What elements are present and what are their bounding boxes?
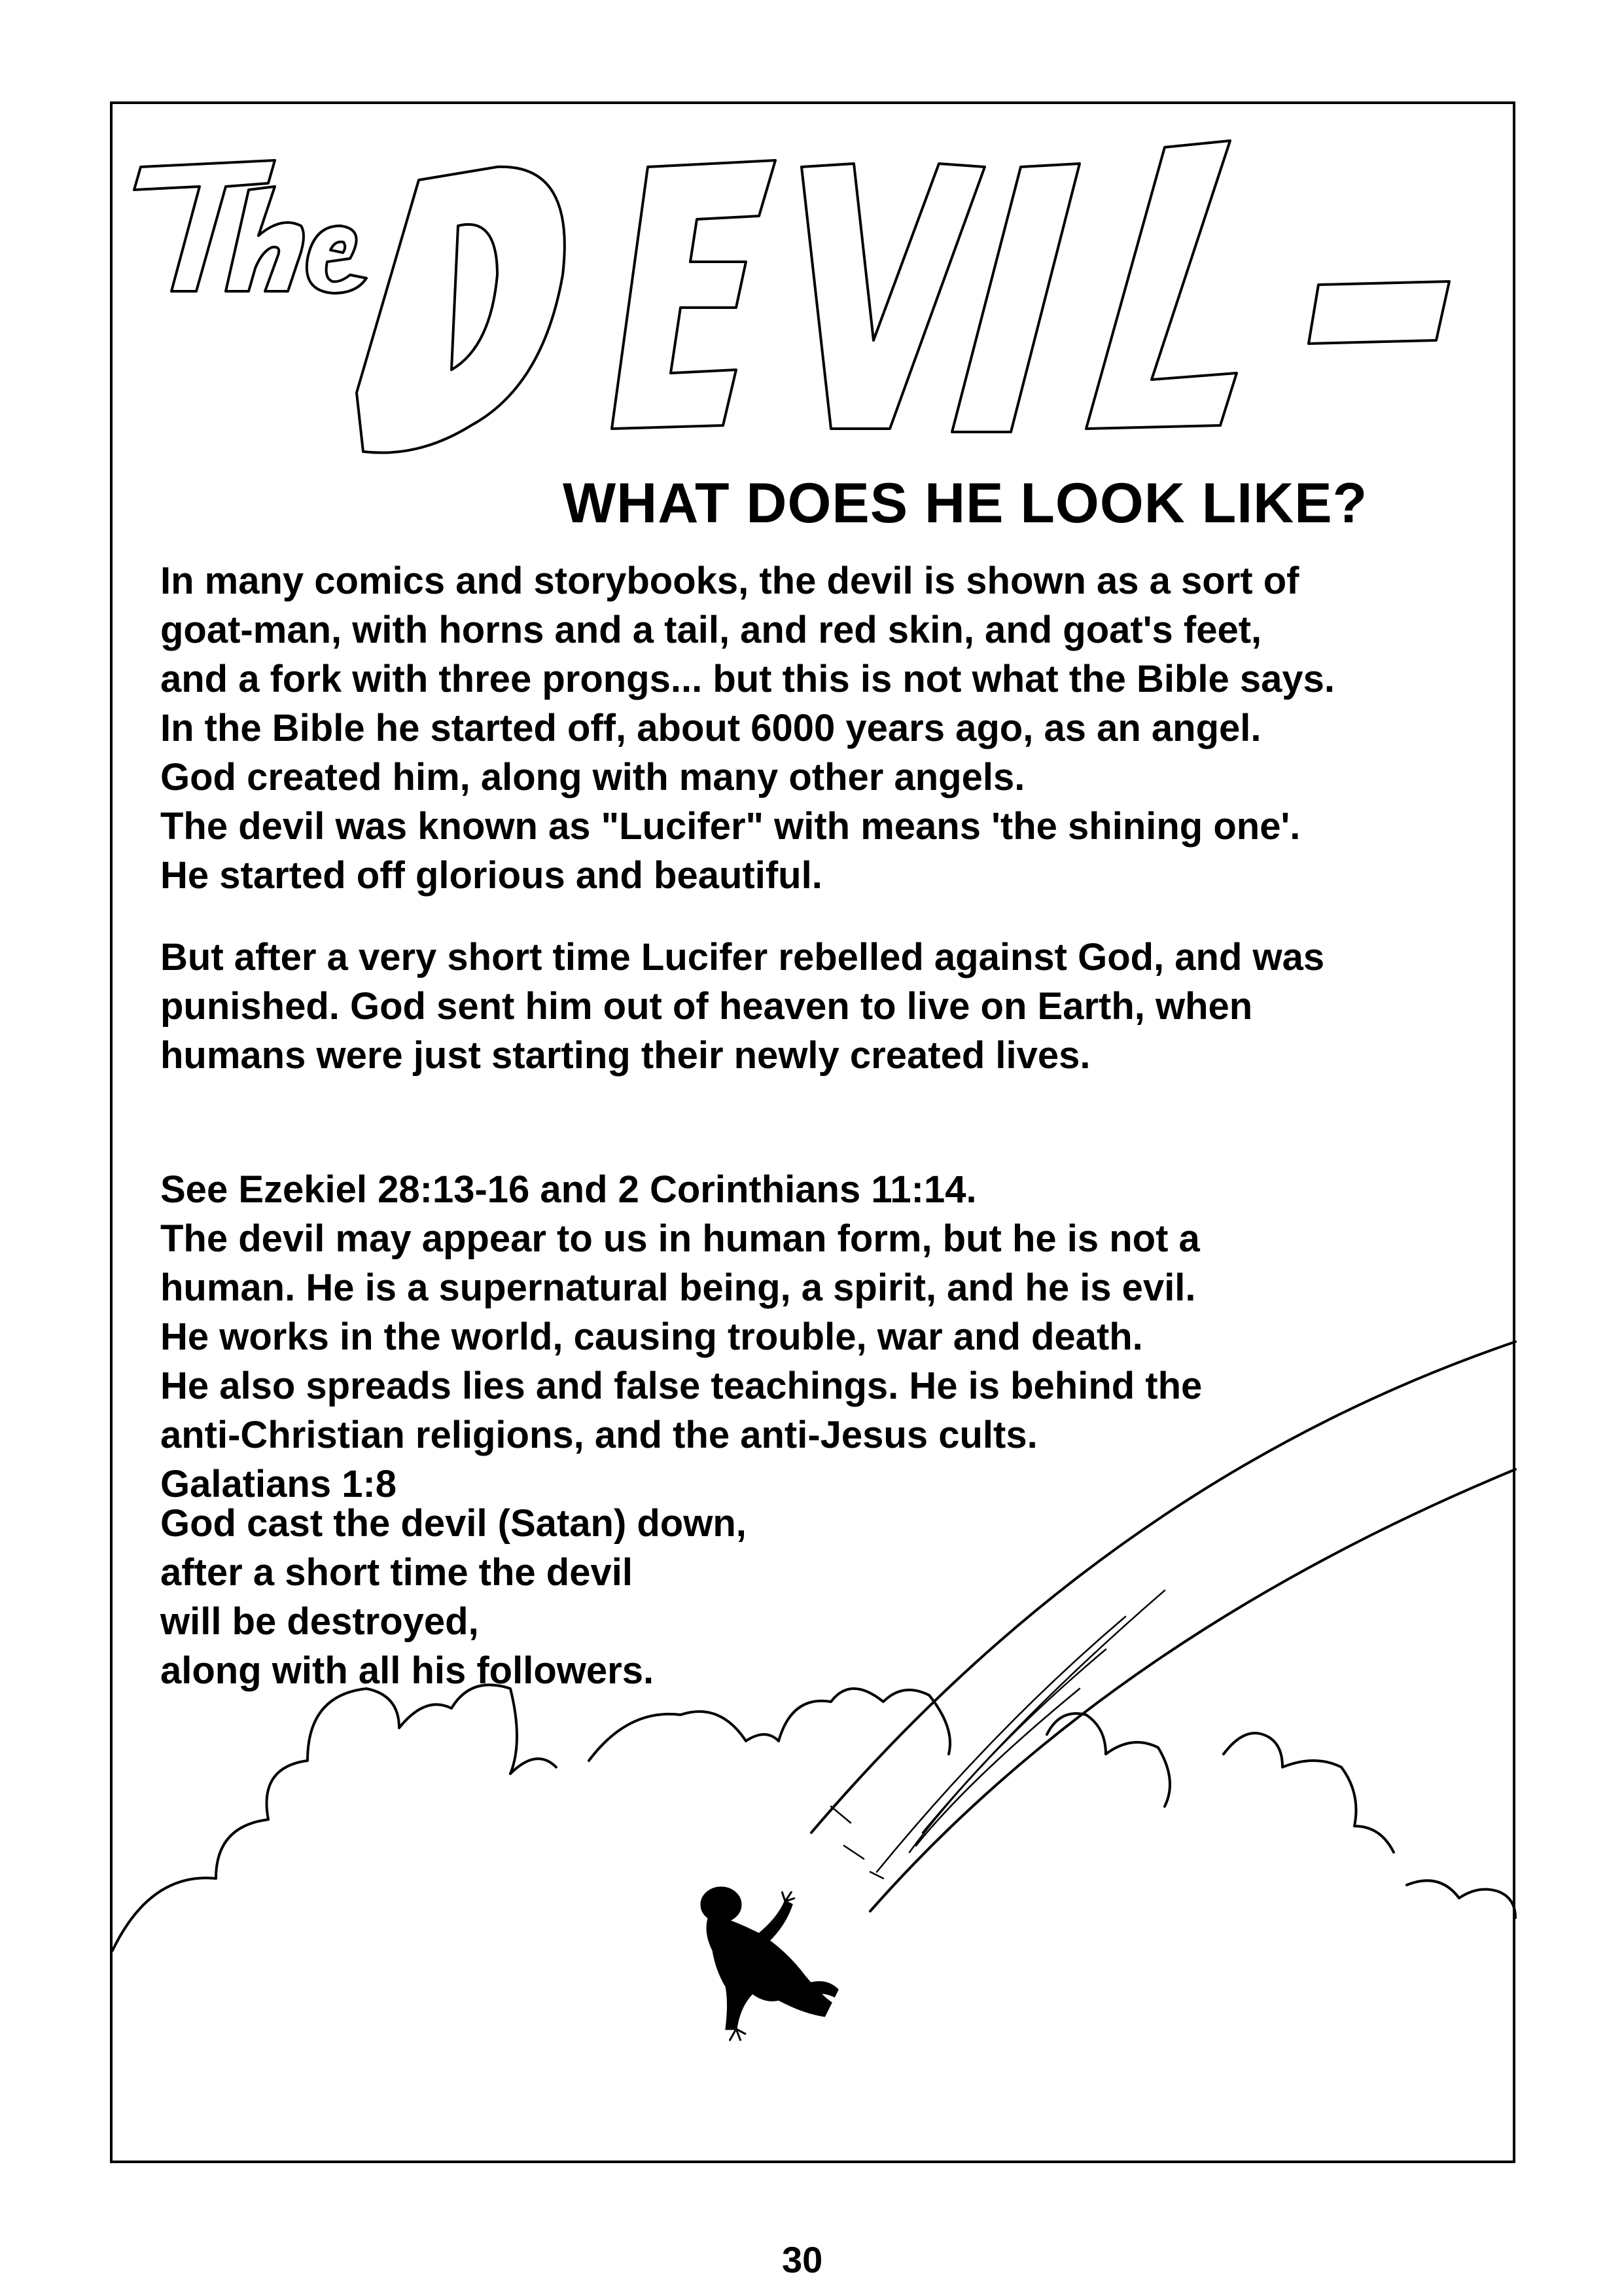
paragraph-scripture <box>160 1165 1202 1509</box>
text-line: He works in the world, causing trouble, war and death. <box>160 1316 1143 1358</box>
text-line: God created him, along with many other angels. <box>160 756 1025 798</box>
text-line: will be destroyed, <box>160 1600 479 1643</box>
text-line: See Ezekiel 28:13-16 and 2 Corinthians 11:14. <box>160 1168 977 1211</box>
text-line: In many comics and storybooks, the devil is shown as a sort of <box>160 560 1299 602</box>
devil-title-letters <box>357 141 1449 453</box>
paragraph-rebellion <box>160 933 1324 1080</box>
text-line: and a fork with three prongs... but this is not what the Bible says. <box>160 658 1335 700</box>
text-line: He also spreads lies and false teachings. He is behind the <box>160 1365 1203 1407</box>
falling-figure-icon <box>701 1888 838 2041</box>
text-line: after a short time the devil <box>160 1551 633 1594</box>
text-line: punished. God sent him out of heaven to live on Earth, when <box>160 985 1253 1028</box>
text-line: The devil was known as "Lucifer" with means 'the shining one'. <box>160 805 1301 848</box>
text-line: anti-Christian religions, and the anti-Jesus cults. <box>160 1414 1038 1456</box>
paragraph-description <box>160 556 1335 900</box>
text-line: God cast the devil (Satan) down, <box>160 1502 747 1545</box>
text-line: The devil may appear to us in human form, but he is not a <box>160 1217 1200 1260</box>
text-line: In the Bible he started off, about 6000 years ago, as an angel. <box>160 707 1262 749</box>
page-subtitle: WHAT DOES HE LOOK LIKE? <box>563 472 1368 535</box>
text-line: human. He is a supernatural being, a spirit, and he is evil. <box>160 1266 1196 1309</box>
text-line: He started off glorious and beautiful. <box>160 854 822 897</box>
text-line: along with all his followers. <box>160 1649 654 1692</box>
paragraph-destruction <box>160 1499 747 1695</box>
page-number: 30 <box>782 2239 823 2280</box>
text-line: But after a very short time Lucifer rebelled against God, and was <box>160 936 1325 978</box>
text-line: goat-man, with horns and a tail, and red skin, and goat's feet, <box>160 609 1262 651</box>
text-line: humans were just starting their newly created lives. <box>160 1034 1091 1077</box>
the-title-letters <box>134 160 366 293</box>
text-line: Galatians 1:8 <box>160 1463 397 1505</box>
cloud-outlines <box>113 1685 1515 1950</box>
